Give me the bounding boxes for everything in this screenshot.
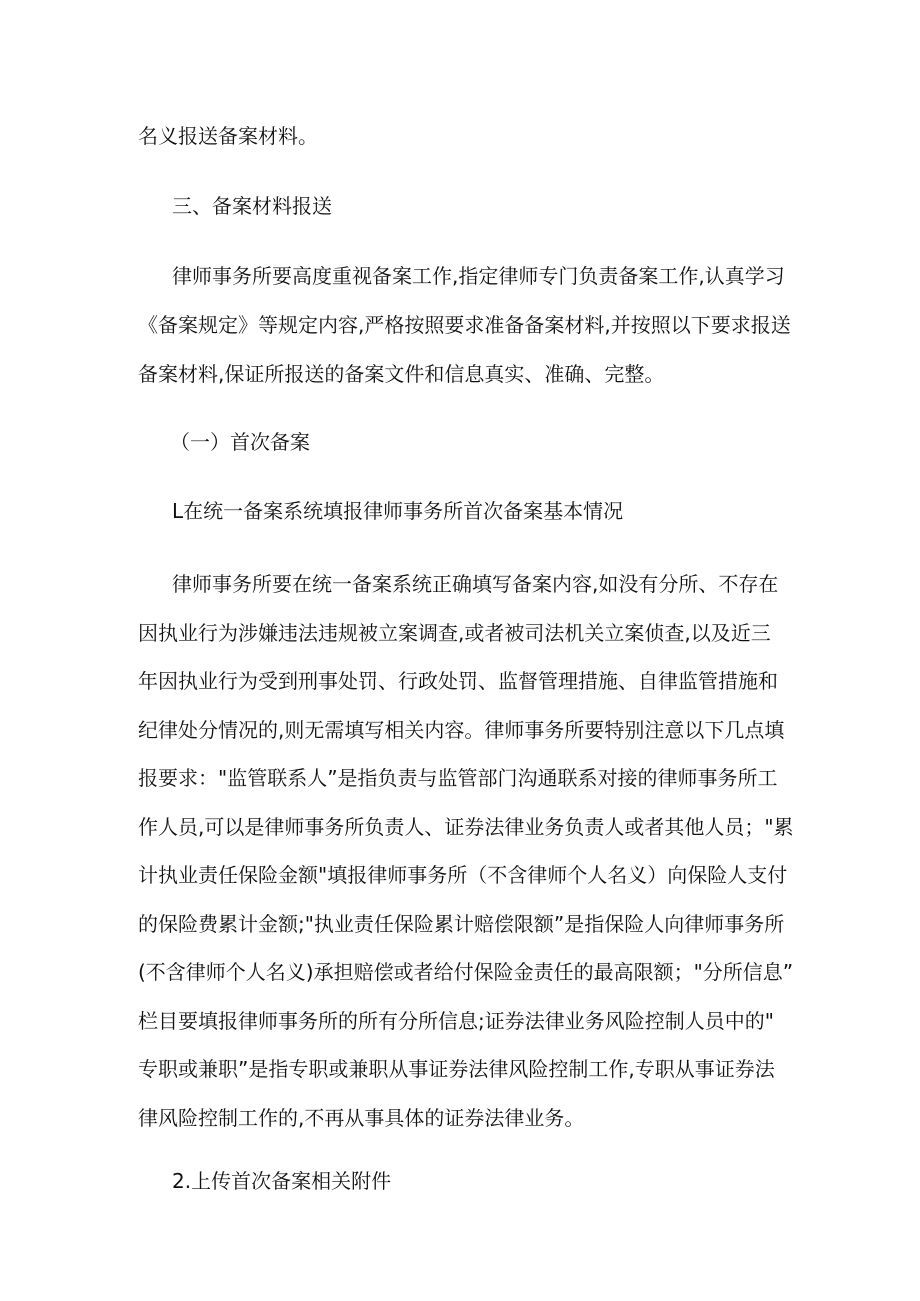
paragraph-line: 《备案规定》等规定内容,严格按照要求准备备案材料,并按照以下要求报送 <box>138 313 791 337</box>
paragraph-line: 律师事务所要在统一备案系统正确填写备案内容,如没有分所、不存在 <box>172 572 779 596</box>
paragraph-line: (不含律师个人名义)承担赔偿或者给付保险金责任的最高限额；"分所信息” <box>138 960 794 984</box>
paragraph-line: 的保险费累计金额;"执业责任保险累计赔偿限额”是指保险人向律师事务所 <box>138 912 785 936</box>
section-heading: 三、备案材料报送 <box>172 194 332 218</box>
paragraph-line: 律师事务所要高度重视备案工作,指定律师专门负责备案工作,认真学习 <box>172 264 785 288</box>
item-heading: 2.上传首次备案相关附件 <box>172 1169 392 1193</box>
paragraph-line: 专职或兼职”是指专职或兼职从事证券法律风险控制工作,专职从事证券法 <box>138 1057 775 1081</box>
subsection-heading: （一）首次备案 <box>170 430 310 454</box>
paragraph-line: 栏目要填报律师事务所的所有分所信息;证券法律业务风险控制人员中的" <box>138 1009 774 1033</box>
paragraph-line: 名义报送备案材料。 <box>138 124 318 148</box>
item-heading: L在统一备案系统填报律师事务所首次备案基本情况 <box>172 499 624 523</box>
paragraph-line: 备案材料,保证所报送的备案文件和信息真实、准确、完整。 <box>138 362 665 386</box>
paragraph-line: 计执业责任保险金额"填报律师事务所（不含律师个人名义）向保险人支付 <box>138 863 788 887</box>
paragraph-line: 作人员,可以是律师事务所负责人、证券法律业务负责人或者其他人员；"累 <box>138 815 794 839</box>
paragraph-line: 年因执业行为受到刑事处罚、行政处罚、监督管理措施、自律监管措施和 <box>138 669 778 693</box>
paragraph-line: 报要求："监管联系人”是指负责与监管部门沟通联系对接的律师事务所工 <box>138 766 778 790</box>
paragraph-line: 因执业行为涉嫌违法违规被立案调查,或者被司法机关立案侦查,以及近三 <box>138 621 771 645</box>
paragraph-line: 纪律处分情况的,则无需填写相关内容。律师事务所要特别注意以下几点填 <box>138 718 785 742</box>
paragraph-line: 律风险控制工作的,不再从事具体的证券法律业务。 <box>138 1106 585 1130</box>
